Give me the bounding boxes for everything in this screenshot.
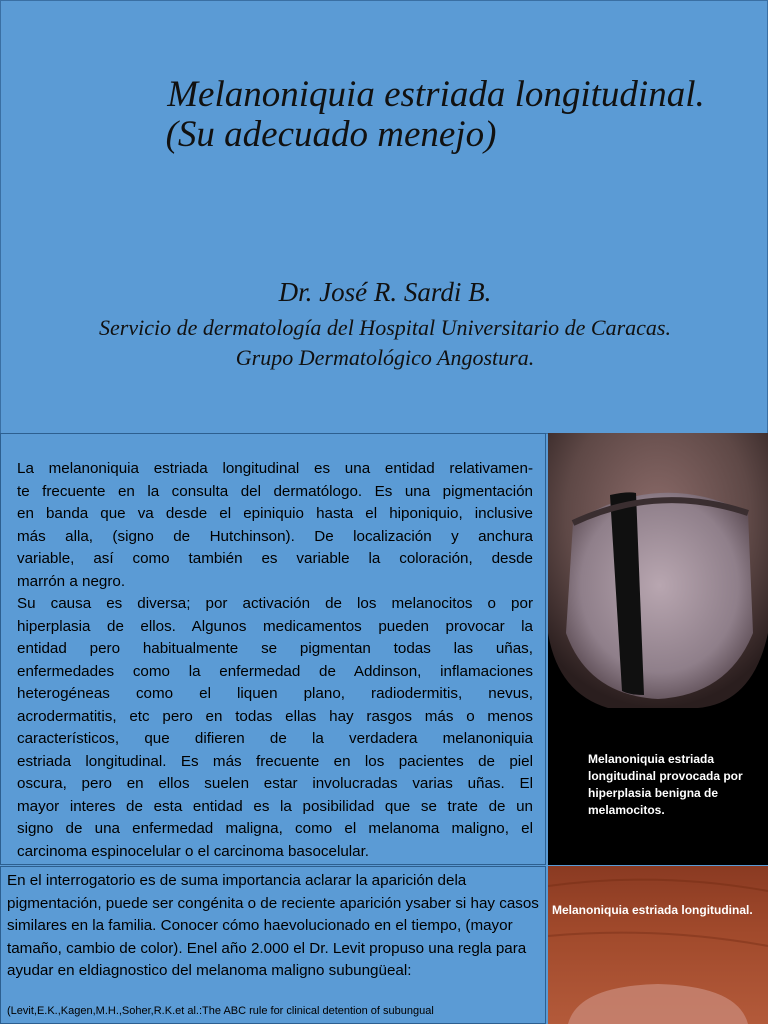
- text-line: La melanoniquia estriada longitudinal es una entidad relativamen-: [17, 460, 533, 477]
- text-line: en banda que va desde el epiniquio hasta el hiponiquio, inclusive: [17, 505, 533, 522]
- text-line: enfermedades como la enfermedad de Addinson, inflamaciones: [17, 662, 533, 680]
- text-line: estriada longitudinal. Es más frecuente en los pacientes de piel: [17, 752, 533, 770]
- nail-photo-benign: [548, 433, 768, 865]
- caption-benign: Melanoniquia estriada longitudinal provocada por hiperplasia benigna de melamocitos.: [588, 752, 743, 817]
- text-line: más alla, (signo de Hutchinson). De localización y anchura: [17, 527, 533, 545]
- skin-illustration: [548, 866, 768, 1024]
- text-line: carcinoma espinocelular o el carcinoma basocelular.: [17, 842, 370, 860]
- text-line: acrodermatitis, etc pero en todas ellas hay rasgos más o menos: [17, 707, 533, 725]
- text-line: marrón a negro.: [17, 572, 126, 590]
- text-line: Su causa es diversa; por activación de los melanocitos o por: [17, 595, 533, 612]
- intro-paragraph: [17, 458, 533, 863]
- text-line: el año 2.000 el Dr. Levit propuso una regla para ayudar en el: [7, 939, 527, 979]
- text-line: hiperplasia de ellos. Algunos medicamentos pueden provocar la: [17, 617, 533, 635]
- diagnosis-paragraph: [7, 870, 539, 983]
- text-line: oscura, pero en ellos suelen estar involucradas varias uñas. El: [17, 775, 533, 792]
- text-line: te frecuente en la consulta del dermatólogo. Es una pigmentación: [17, 482, 533, 500]
- header-panel: [0, 0, 768, 434]
- text-line: la pigmentación, puede ser congénita o de reciente aparición y: [7, 872, 467, 912]
- text-line: saber si hay casos similares en la familia. Conocer cómo ha: [7, 894, 539, 934]
- page-title: [61, 75, 761, 155]
- title-line-2: (Su adecuado menejo): [165, 114, 497, 155]
- text-line: característicos, que difieren de la verdadera melanoniquia: [17, 730, 533, 747]
- reference-citation: (Levit,E.K.,Kagen,M.H.,Soher,R.K.et al.:The ABC rule for clinical detention of subungual: [7, 1005, 434, 1017]
- text-line: mayor interes de esta entidad es la posibilidad que se trate de un: [17, 797, 533, 815]
- affiliation-group: Grupo Dermatológico Angostura.: [235, 345, 535, 370]
- diagnosis-text-box: [0, 866, 546, 1024]
- text-line: diagnostico del melanoma maligno subungüeal:: [90, 962, 412, 979]
- intro-text-box: [0, 433, 546, 865]
- title-line-1: Melanoniquia estriada longitudinal.: [167, 74, 705, 115]
- affiliation-hospital: Servicio de dermatología del Hospital Universitario de Caracas.: [99, 315, 671, 340]
- author-name: Dr. José R. Sardi B.: [278, 277, 492, 307]
- text-line: entidad pero habitualmente se pigmentan todas las uñas,: [17, 640, 533, 657]
- text-line: variable, así como también es variable la coloración, desde: [17, 550, 533, 567]
- caption-second: Melanoniquia estriada longitudinal.: [552, 903, 753, 917]
- text-line: signo de una enfermedad maligna, como el melanoma maligno, el: [17, 820, 533, 837]
- nail-photo-second: [548, 866, 768, 1024]
- text-line: evolucionado en el tiempo, (mayor tamaño, cambio de color). En: [7, 917, 513, 957]
- text-line: heterogéneas como el liquen plano, radiodermitis, nevus,: [17, 685, 533, 702]
- text-line: En el interrogatorio es de suma importancia aclarar la aparición de: [7, 872, 455, 889]
